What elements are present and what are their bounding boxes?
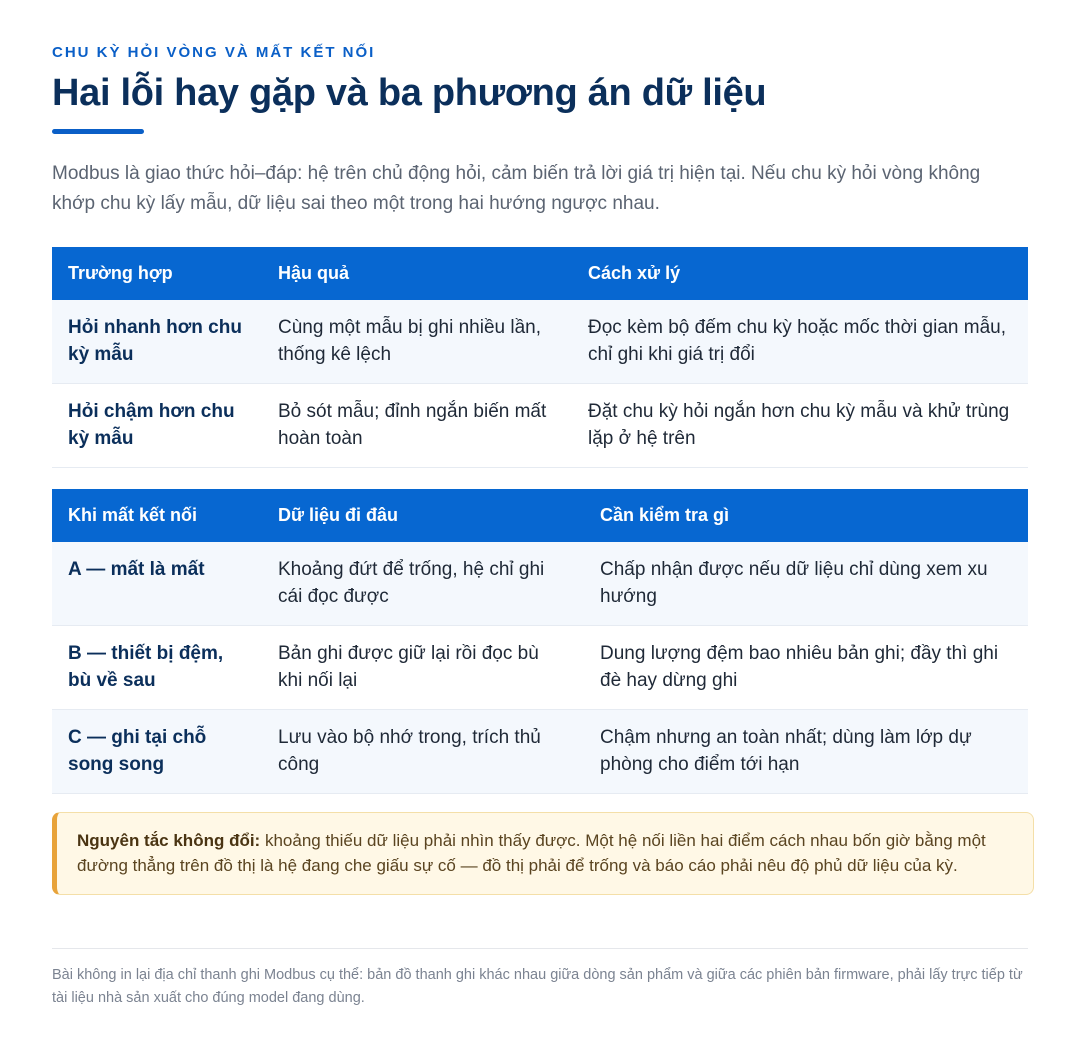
- column-header-data-destination: Dữ liệu đi đâu: [262, 489, 584, 542]
- page-title: Hai lỗi hay gặp và ba phương án dữ liệu: [52, 72, 767, 114]
- callout-text: khoảng thiếu dữ liệu phải nhìn thấy được. Một hệ nối liền hai điểm cách nhau bốn giờ bằng một đường thẳng trên đồ thị là hệ đang che giấu sự cố — đồ thị phải để trống và báo cáo phải nêu độ phủ dữ liệu của kỳ.: [77, 831, 986, 875]
- title-underline: [52, 129, 144, 134]
- case-cell: Hỏi nhanh hơn chu kỳ mẫu: [52, 300, 262, 384]
- section-eyebrow: CHU KỲ HỎI VÒNG VÀ MẤT KẾT NỐI: [52, 44, 376, 61]
- footer-divider: [52, 948, 1028, 949]
- case-cell: Hỏi chậm hơn chu kỳ mẫu: [52, 384, 262, 468]
- footnote: Bài không in lại địa chỉ thanh ghi Modbus cụ thể: bản đồ thanh ghi khác nhau giữa dòng sản phẩm và giữa các phiên bản firmware, phải lấy trực tiếp từ tài liệu nhà sản xuất cho đúng model đang dùng.: [52, 967, 1023, 1006]
- table-row: [52, 300, 1028, 384]
- polling-errors-table: [52, 247, 1028, 468]
- check-cell: Chậm nhưng an toàn nhất; dùng làm lớp dự phòng cho điểm tới hạn: [584, 710, 1028, 794]
- table-row: [52, 626, 1028, 710]
- consequence-cell: Cùng một mẫu bị ghi nhiều lần, thống kê lệch: [262, 300, 572, 384]
- table-header-row: [52, 489, 1028, 542]
- disconnect-options-table: [52, 489, 1028, 794]
- option-cell: C — ghi tại chỗ song song: [52, 710, 262, 794]
- check-cell: Chấp nhận được nếu dữ liệu chỉ dùng xem xu hướng: [584, 542, 1028, 626]
- option-cell: B — thiết bị đệm, bù về sau: [52, 626, 262, 710]
- principle-callout: [52, 812, 1034, 895]
- handling-cell: Đọc kèm bộ đếm chu kỳ hoặc mốc thời gian mẫu, chỉ ghi khi giá trị đổi: [572, 300, 1028, 384]
- column-header-case: Trường hợp: [52, 247, 262, 300]
- handling-cell: Đặt chu kỳ hỏi ngắn hơn chu kỳ mẫu và khử trùng lặp ở hệ trên: [572, 384, 1028, 468]
- table-row: [52, 710, 1028, 794]
- column-header-checks: Cần kiểm tra gì: [584, 489, 1028, 542]
- consequence-cell: Bỏ sót mẫu; đỉnh ngắn biến mất hoàn toàn: [262, 384, 572, 468]
- check-cell: Dung lượng đệm bao nhiêu bản ghi; đầy thì ghi đè hay dừng ghi: [584, 626, 1028, 710]
- column-header-consequence: Hậu quả: [262, 247, 572, 300]
- destination-cell: Lưu vào bộ nhớ trong, trích thủ công: [262, 710, 584, 794]
- table-row: [52, 542, 1028, 626]
- column-header-disconnect: Khi mất kết nối: [52, 489, 262, 542]
- callout-label: Nguyên tắc không đổi:: [77, 831, 261, 850]
- table-header-row: [52, 247, 1028, 300]
- option-cell: A — mất là mất: [52, 542, 262, 626]
- destination-cell: Bản ghi được giữ lại rồi đọc bù khi nối lại: [262, 626, 584, 710]
- intro-paragraph: Modbus là giao thức hỏi–đáp: hệ trên chủ động hỏi, cảm biến trả lời giá trị hiện tại. Nếu chu kỳ hỏi vòng không khớp chu kỳ lấy mẫu, dữ liệu sai theo một trong hai hướng ngược nhau.: [52, 163, 981, 214]
- column-header-handling: Cách xử lý: [572, 247, 1028, 300]
- destination-cell: Khoảng đứt để trống, hệ chỉ ghi cái đọc được: [262, 542, 584, 626]
- table-row: [52, 384, 1028, 468]
